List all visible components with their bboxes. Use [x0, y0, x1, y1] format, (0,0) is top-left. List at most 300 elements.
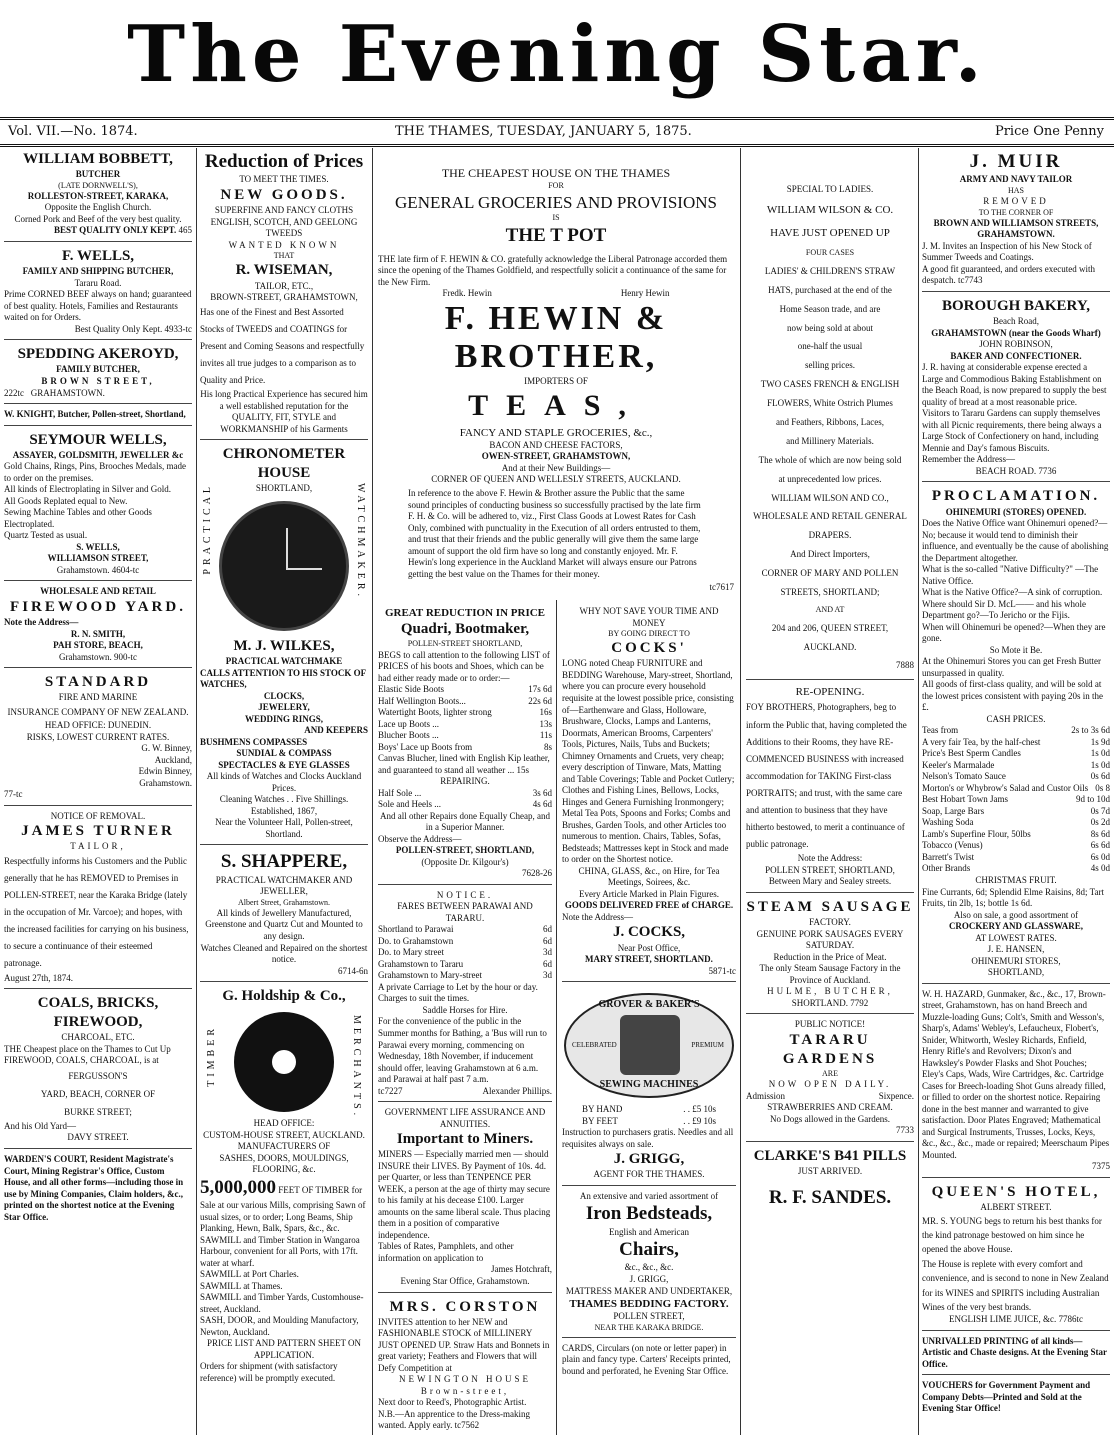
ad-body: Quartz Tested as usual. [4, 530, 88, 541]
issue-date: THE THAMES, TUESDAY, JANUARY 5, 1875. [395, 124, 692, 139]
ad-heading: Iron Bedsteads, [585, 1203, 713, 1225]
badge-text: SEWING MACHINES [599, 1079, 699, 1091]
price-label: Best Hobart Town Jams [922, 794, 1008, 805]
ad-number: 900-tc [114, 651, 137, 662]
ad-hewin-brother [378, 148, 734, 598]
ad-line: J. E. HANSEN, [987, 944, 1045, 955]
ad-line: WILLIAMSON STREET, [47, 553, 149, 564]
price-value: 3s 6d [532, 787, 552, 798]
ad-line: IMPORTERS OF [524, 375, 588, 386]
ad-heading: J. MUIR [969, 151, 1063, 172]
issue-price: Price One Penny [994, 124, 1104, 139]
price-label: BY FEET [582, 1115, 618, 1126]
ad-body: SAWMILL at Thames. [200, 1280, 283, 1291]
ad-number: 6714-6n [338, 965, 368, 976]
price-row [922, 863, 1110, 875]
ad-body: What is the Native Office?—A sink of corruption. [922, 587, 1103, 598]
ad-heading: S. SHAPPERE, [220, 851, 348, 873]
ad-number: 7792 [850, 997, 869, 1008]
ad-body: The House is replete with every comfort and convenience, and is second to none in New Zealand for its WINES and SPIRITS including Australian Wines of the very best brands. [922, 1258, 1109, 1312]
price-value: 6d [543, 958, 552, 969]
ad-line: BUSHMENS COMPASSES [200, 736, 308, 747]
ad-line: AUCKLAND. [803, 641, 857, 652]
ad-line: GRAHAMSTOWN. [30, 387, 105, 398]
ad-tararu-gardens [746, 1017, 914, 1142]
fares-list [378, 924, 552, 982]
ad-borough-bakery [922, 295, 1110, 482]
price-row [378, 696, 552, 708]
ad-line: ENGLISH, SCOTCH, AND GEELONG TWEEDS [210, 216, 358, 239]
price-row [922, 817, 1110, 829]
ad-cocks [562, 604, 736, 982]
ad-line: YARD, BEACH, CORNER OF [40, 1088, 156, 1099]
ad-line: BROWN STREET, [41, 375, 155, 386]
ad-line: HEAD OFFICE: DUNEDIN. [44, 720, 152, 731]
ad-line: Albert Street, Grahamstown. [238, 897, 330, 907]
ad-fergusson-coals [4, 992, 192, 1149]
ad-line: Auckland, [154, 754, 192, 765]
ad-line: SHORTLAND, [987, 967, 1045, 978]
ad-heading: GREAT REDUCTION IN PRICE [384, 607, 546, 619]
ad-body: All goods of first-class quality, and will be sold at the lowest prices consistent with paying 20s in the £. [922, 679, 1103, 713]
price-value: 6s 6d [1090, 840, 1110, 851]
ad-line: Henry Hewin [620, 288, 670, 299]
ad-line: Tararu Road. [74, 277, 122, 288]
ad-body: Canvas Blucher, lined with English Kip leather, and guaranteed to stand all weather ... 15s [378, 753, 550, 775]
ad-line: English and American [609, 1226, 689, 1237]
price-row [378, 959, 552, 971]
ad-line: NOW OPEN DAILY. [768, 1079, 892, 1090]
ad-heading: Chairs, [619, 1239, 679, 1261]
ad-heading: NOTICE. [436, 889, 494, 900]
ad-line: OHINEMURI (STORES) OPENED. [945, 506, 1087, 517]
ad-line: WHY NOT SAVE YOUR TIME AND MONEY [579, 606, 719, 628]
ad-line: (LATE DORNWELL'S), [58, 180, 138, 190]
ad-line: GOVERNMENT LIFE ASSURANCE AND ANNUITIES. [384, 1107, 546, 1129]
ad-line: CORNER OF MARY AND POLLEN [761, 568, 899, 579]
ad-line: MANUFACTURERS OF [237, 1141, 331, 1152]
ad-wiseman [200, 148, 368, 440]
price-label: Elastic Side Boots [378, 684, 444, 695]
ad-heading: BOROUGH BAKERY, [941, 297, 1091, 314]
ad-line: Grahamstown. [59, 651, 112, 662]
ad-line: And his Old Yard— [4, 1120, 77, 1131]
masthead-rule [0, 117, 1114, 120]
price-value: 3d [543, 947, 552, 958]
ad-line: FAMILY BUTCHER, [56, 364, 140, 375]
price-row [378, 936, 552, 948]
price-value: . . £5 10s [683, 1104, 716, 1115]
ad-body: At the Ohinemuri Stores you can get Fresh Butter unsurpassed in quality. [922, 656, 1101, 678]
ad-body: SAWMILL and Timber Station in Wangaroa Harbour, convenient for all Ports, with 17ft. water at wharf. [200, 1234, 360, 1268]
ad-number: 4933-tc [164, 323, 192, 334]
ad-clarke-pills [746, 1145, 914, 1214]
ad-line: Grahamstown. [56, 564, 110, 575]
ad-number: 465 [178, 225, 192, 236]
price-label: Half Wellington Boots... [378, 695, 466, 706]
ad-line: The whole of which are now being sold [758, 454, 902, 465]
ad-line: Alexander Phillips. [482, 1085, 552, 1096]
price-label: Do. to Mary street [378, 947, 444, 958]
ad-heading: PROCLAMATION. [931, 488, 1101, 505]
ad-line: one-half the usual [797, 341, 863, 352]
ad-line: DAVY STREET. [67, 1132, 129, 1143]
ad-line: Also on sale, a good assortment of [953, 909, 1079, 920]
ad-heading: CLARKE'S B41 PILLS [753, 1147, 907, 1164]
ad-line: An extensive and varied assortment of [579, 1190, 719, 1201]
ad-line: PAH STORE, BEACH, [53, 640, 143, 651]
ad-line: Remember the Address— [922, 454, 1015, 465]
ad-line: FOUR CASES [805, 248, 855, 258]
ad-heading: SEYMOUR WELLS, [29, 431, 167, 448]
ad-line: NEAR THE KARAKA BRIDGE. [594, 1322, 704, 1332]
ad-body: And all other Repairs done Equally Cheap, and in a Superior Manner. [380, 810, 550, 833]
ad-line: WHOLESALE AND RETAIL [40, 586, 156, 597]
ad-line: Every Article Marked in Plain Figures. [579, 888, 719, 899]
ad-line: OHINEMURI STORES, [971, 955, 1061, 966]
newspaper-title: The Evening Star. [127, 9, 987, 100]
price-value: 6d [543, 924, 552, 935]
ad-line: BROWN-STREET, GRAHAMSTOWN, [210, 292, 358, 303]
price-value: 0s 6d [1090, 771, 1110, 782]
ad-line: HATS, purchased at the end of the [768, 284, 892, 295]
ad-line: &c., &c., &c. [624, 1262, 674, 1273]
ad-line: BACON AND CHEESE FACTORS, [489, 439, 623, 450]
ad-number: 7736 [1038, 465, 1057, 476]
price-value: 1s 0d [1090, 759, 1110, 770]
price-row [922, 771, 1110, 783]
ad-shappere [200, 848, 368, 982]
ad-body: The only Steam Sausage Factory in the Province of Auckland. [759, 963, 901, 985]
ad-body: All kinds of Jewellery Manufactured, Greenstone and Quartz Cut and Mounted to any design. [205, 907, 363, 941]
saw-blade-icon [234, 1012, 334, 1112]
price-row [922, 852, 1110, 864]
ad-body: Visitors to Tararu Gardens can supply themselves with all Picnic requirements, there being always a Large Stock of Confectionery on hand, including Mennie and Day's famous Biscuits. [922, 408, 1102, 453]
ad-line: MATTRESS MAKER AND UNDERTAKER, [565, 1285, 733, 1296]
dateline [0, 122, 1114, 144]
ad-line: GRAHAMSTOWN. [977, 229, 1055, 240]
ad-body: THE late firm of F. HEWIN & CO. gratefully acknowledge the Liberal Patronage accorded them since the opening of the Thames Goldfield, and respectfully solicit a continuance of the same for the New Firm. [378, 253, 728, 287]
ad-line: Cleaning Watches . . Five Shillings. [219, 794, 349, 805]
ad-line: IS [552, 213, 560, 223]
ad-line: WATCHMAKER. [355, 483, 366, 601]
ad-body: Watches Cleaned and Repaired on the shortest notice. [200, 942, 368, 965]
ad-line: CHARCOAL, ETC. [61, 1032, 135, 1043]
price-label: Nelson's Tomato Sauce [922, 771, 1006, 782]
column-5 [746, 148, 914, 1435]
ad-line: No Dogs allowed in the Gardens. [770, 1113, 890, 1124]
ad-body: Fine Currants, 6d; Splendid Elme Raisins, 8d; Tart Fruits, tin 2lb, 1s; bottle 1s 6d. [922, 886, 1104, 909]
price-label: Lace up Boots ... [378, 718, 439, 729]
ad-line: Brown-street, [420, 1385, 510, 1396]
ad-line: BURKE STREET; [64, 1106, 132, 1117]
ad-number: 7786tc [1058, 1314, 1083, 1325]
ad-line: CROCKERY AND GLASSWARE, [948, 921, 1084, 932]
price-label: Tobacco (Venus) [922, 840, 983, 851]
ad-printing [922, 1334, 1110, 1376]
ad-line: SHORTLAND. [791, 997, 848, 1008]
price-label: Blucher Boots ... [378, 730, 439, 741]
ad-line: CORNER OF QUEEN AND WELLESLY STREETS, AUCKLAND. [431, 474, 681, 485]
ad-proclamation [922, 485, 1110, 983]
ad-number: 5871-tc [708, 965, 736, 976]
price-value: 11s [539, 730, 552, 741]
ad-heading: THE T POT [505, 224, 607, 246]
ad-line: AGENT FOR THE THAMES. [593, 1169, 705, 1180]
price-value: Sixpence. [878, 1090, 914, 1101]
ad-heading: Important to Miners. [396, 1131, 534, 1148]
price-label: Keeler's Marmalade [922, 759, 995, 770]
ad-line: August 27th, 1874. [4, 972, 74, 983]
ad-line: G. W. Binney, [141, 743, 192, 754]
price-row [378, 684, 552, 696]
ad-line: And Direct Importers, [790, 549, 870, 560]
ad-line: Fredk. Hewin [442, 288, 492, 299]
ad-line: SASHES, DOORS, MOULDINGS, FLOORING, &c. [219, 1152, 349, 1175]
ad-line: (Opposite Dr. Kilgour's) [421, 856, 509, 867]
ad-knight [4, 407, 192, 426]
ad-wells-butcher [4, 245, 192, 340]
ad-line: FOR [548, 181, 564, 191]
ad-line: POLLEN-STREET SHORTLAND, [407, 639, 523, 649]
ad-vouchers [922, 1378, 1110, 1419]
ad-cards [562, 1341, 736, 1382]
ad-line: GOODS DELIVERED FREE of CHARGE. [564, 900, 734, 911]
ad-line: TIMBER [206, 1025, 217, 1087]
ad-line: PRICE LIST AND PATTERN SHEET ON APPLICATION. [206, 1338, 362, 1360]
ad-line: Note the Address— [562, 911, 633, 922]
ad-line: TO THE CORNER OF [978, 207, 1054, 217]
price-row [922, 840, 1110, 852]
ad-heading: SPEDDING AKEROYD, [17, 346, 179, 363]
price-label: Watertight Boots, lighter strong [378, 707, 492, 718]
ad-body: Corned Pork and Beef of the very best quality. [14, 213, 182, 224]
ad-line: R. N. SMITH, [70, 628, 126, 639]
ad-body: SAWMILL and Timber Yards, Customhouse-street, Auckland. [200, 1292, 364, 1314]
price-label: A very fair Tea, by the half-chest [922, 736, 1041, 747]
price-value: . . £9 10s [683, 1115, 716, 1126]
price-row [922, 794, 1110, 806]
ad-line: REPAIRING. [440, 776, 490, 787]
masthead [0, 0, 1114, 118]
ad-body: VOUCHERS for Government Payment and Company Debts—Printed and Sold at the Evening Star Office! [922, 1380, 1091, 1414]
ad-line: FACTORY. [809, 917, 851, 928]
ad-number: 7733 [896, 1125, 914, 1136]
ad-sausage-factory [746, 896, 914, 1014]
price-row [378, 719, 552, 731]
ad-line: FERGUSSON'S [68, 1070, 128, 1081]
ad-body: N.B.—An apprentice to the Dress-making wanted. Apply early. [378, 1408, 530, 1431]
price-label: Barrett's Twist [922, 851, 975, 862]
column-2 [200, 148, 368, 1435]
ad-number: 7888 [896, 660, 914, 671]
ad-body: When will Ohinemuri be opened?—When they are gone. [922, 621, 1106, 644]
clock-icon [219, 501, 349, 631]
tpot-block [378, 148, 734, 598]
ad-govt-life [378, 1105, 552, 1292]
price-label: Price's Best Sperm Candles [922, 748, 1021, 759]
ad-line: SUPERFINE AND FANCY CLOTHS [214, 205, 354, 216]
ad-line: PRACTICAL [202, 483, 213, 575]
ad-line: PRACTICAL WATCHMAKE [225, 656, 343, 667]
ad-line: So Mote it Be. [989, 644, 1043, 655]
ad-body: GENUINE PORK SAUSAGES EVERY SATURDAY. [756, 928, 904, 951]
ad-heading: R. WISEMAN, [235, 262, 333, 279]
column-1 [4, 148, 192, 1435]
ad-line: And at their New Buildings— [501, 462, 611, 473]
ad-firewood-yard [4, 584, 192, 668]
ad-line: CUSTOM-HOUSE STREET, AUCKLAND. [203, 1129, 365, 1140]
ad-line: Reduction in the Price of Meat. [773, 951, 887, 962]
ad-line: Near Post Office, [617, 942, 681, 953]
ad-line: SPECIAL TO LADIES. [786, 184, 874, 194]
ad-line: Opposite the English Church. [44, 202, 152, 213]
ad-body: INVITES attention to her NEW and FASHIONABLE STOCK of MILLINERY JUST OPENED UP. Straw Hats and Bonnets in great variety; Feathers and Flowers that will Defy Competition at [378, 1316, 550, 1373]
ad-line: Grahamstown. [139, 777, 192, 788]
price-label: Sole and Heels ... [378, 799, 441, 810]
ad-heading: TEAS, [468, 389, 644, 423]
ad-line: PRACTICAL WATCHMAKER AND JEWELLER, [215, 874, 353, 897]
price-label: Soap, Large Bars [922, 805, 985, 816]
price-value: 8s 6d [1090, 828, 1110, 839]
ad-line: Home Season trade, and are [779, 303, 881, 314]
ad-line: 204 and 206, QUEEN STREET, [771, 622, 889, 633]
price-value: 1s 0d [1090, 748, 1110, 759]
ad-heading: 5,000,000 [200, 1176, 276, 1198]
price-value: 13s [539, 718, 552, 729]
price-row [922, 737, 1110, 749]
ad-heading: QUEEN'S HOTEL, [931, 1183, 1101, 1200]
ad-body: W. H. HAZARD, Gunmaker, &c., &c., 17, Brown-street, Grahamstown, has on hand Breech and Muzzle-loading Guns; Colt's, Smith and Wesson's, Sharp's, Adams' Webley's, Lefaucheux, Flobert's, Snider, Whitworth, Wesley Richards, Enfield, Henry Rifle's and Revolvers; Dixon's and Hawksley's Powder Flasks and Shot Pouches; Eley's Caps, Wads, Wire Cartridges, &c. Cartridge Cases for Breech-loading Shot Guns already filled, or filled to order on the shortest notice. Repairing done in the best manner and warranted to give satisfaction. Door Plates Engraved; Mathematical and Surgical Instruments, Trusses, Locks, Keys, &c., &c., &c., made or repaired; Meerschaum Pipes Mounted. [922, 988, 1110, 1160]
price-value: 1s 9d [1090, 736, 1110, 747]
price-row [922, 806, 1110, 818]
ad-line: FANCY AND STAPLE GROCERIES, &c., [459, 426, 653, 439]
ad-corston [378, 1296, 552, 1435]
ad-warden-forms [4, 1152, 192, 1227]
ad-body: Sewing Machine Tables and other Goods Electroplated. [4, 507, 152, 529]
price-label: Grahamstown to Tararu [378, 958, 464, 969]
ad-line: JEWELERY, [258, 702, 310, 713]
ad-line: SHORTLAND, [255, 483, 313, 494]
ad-line: FAMILY AND SHIPPING BUTCHER, [22, 266, 174, 277]
ad-body: LONG noted Cheap FURNITURE and BEDDING Warehouse, Mary-street, Shortland, where you can procure every household requisite at the lowest possible price, consisting of—Earthenware and Glass, Holloware, Brushware, Clocks, Lamps and Lanterns, Doormats, American Brooms, Carpenters' Tools, Pictures, Nails, Tubs and Buckets; Chimney Ornaments and Cruets, very cheap; every description of Tinware, Mats, Matting and Table Coverings; Table and Pocket Cutlery; Clothes and Fishing Lines, Bellows, Locks, Hinges and Genera Furnishing Ironmongery; Metal Tea Pots, Spoons and Forks; Combs and Brushes, Garden Tools, and other Articles too numerous to mention. Chairs, Tables, Sofas, Bedsteads; Mattresses kept in Stock and made to order on the Shortest notice. [562, 658, 735, 865]
ad-body: What is the so-called "Native Difficulty?" —The Native Office. [922, 564, 1099, 586]
ad-heading: HULME, BUTCHER, [767, 986, 893, 997]
ad-line: AND AT [815, 604, 845, 614]
ad-grover-baker [562, 985, 736, 1186]
ad-chronometer-house [200, 443, 368, 845]
price-label: BY HAND [582, 1104, 623, 1115]
ad-body: MINERS — Especially married men — should INSURE their LIVES. By Payment of 10s. 4d. per Quarter, or less than TENPENCE PER WEEK, a person at the age of thirty may secure to his family at his decease £100. Larger amounts on the same liberal scale. Thus placing them in a position of comparative independence. [378, 1149, 551, 1240]
ad-line: BY GOING DIRECT TO [608, 629, 690, 639]
ad-line: WEDDING RINGS, [244, 713, 323, 724]
ad-line: S. WELLS, [76, 541, 120, 552]
ad-line: BAKER AND CONFECTIONER. [950, 350, 1082, 361]
ad-line: TAILOR, ETC., [254, 280, 314, 291]
dateline-rule [0, 144, 1114, 147]
ad-line: BEACH ROAD. [975, 465, 1037, 476]
volume-number: Vol. VII.—No. 1874. [8, 124, 138, 139]
ad-line: TWO CASES FRENCH & ENGLISH [760, 379, 900, 390]
ad-body: A private Carriage to Let by the hour or day. Charges to suit the times. [378, 981, 538, 1004]
ad-heading: FIREWOOD YARD. [10, 598, 186, 615]
ad-heading: J. GRIGG, [613, 1151, 685, 1168]
ad-heading: STEAM SAUSAGE [746, 898, 914, 915]
price-row [922, 783, 1110, 795]
ad-line: REMOVED [983, 196, 1049, 207]
ad-line: Note the Address— [4, 617, 79, 628]
price-label: Lamb's Superfine Flour, 50lbs [922, 828, 1031, 839]
ad-line: FLOWERS, White Ostrich Plumes [767, 398, 893, 409]
ad-number: 7375 [1092, 1161, 1110, 1172]
price-value: 8s [543, 741, 552, 752]
ad-line: MERCHANTS. [351, 1015, 362, 1120]
ad-body: J. M. Invites an Inspection of his New Stock of Summer Tweeds and Coatings. [922, 240, 1092, 263]
ad-line: Best Quality Only Kept. [74, 323, 163, 334]
price-label: Teas from [922, 725, 959, 736]
ad-number: tc7227 [378, 1085, 403, 1096]
ad-line: ARMY AND NAVY TAILOR [959, 174, 1073, 185]
ad-line: at unprecedented low prices. [778, 473, 882, 484]
ad-line: OWEN-STREET, GRAHAMSTOWN, [481, 451, 631, 462]
column-3 [378, 604, 552, 1435]
ad-line: PUBLIC NOTICE! [794, 1019, 866, 1030]
ad-akeroyd [4, 343, 192, 404]
ad-holdship [200, 985, 368, 1388]
ad-heading: JAMES TURNER [21, 823, 175, 840]
price-row [922, 748, 1110, 760]
ad-heading: WILLIAM BOBBETT, [23, 151, 173, 167]
ad-body: CALLS ATTENTION TO HIS STOCK OF WATCHES, [200, 667, 366, 690]
ad-foy-brothers [746, 683, 914, 892]
price-value: 4s 6d [532, 799, 552, 810]
ad-line: J. GRIGG, [629, 1273, 669, 1284]
ad-line: NEWINGTON HOUSE [398, 1374, 532, 1385]
price-value: 6s 0d [1090, 851, 1110, 862]
price-row [378, 707, 552, 719]
price-value: 16s [539, 707, 552, 718]
ad-line: Beach Road, [993, 316, 1039, 327]
price-label: Boys' Lace up Boots from [378, 741, 473, 752]
ad-line: Note the Address: [797, 853, 863, 864]
badge-text: PREMIUM [691, 1041, 724, 1050]
ad-line: CHINA, GLASS, &c., on Hire, for Tea Meetings, Soirees, &c. [578, 865, 720, 888]
price-value: 22s 6d [528, 695, 552, 706]
ad-standard-insurance [4, 671, 192, 806]
ad-line: Established, 1867, [250, 805, 318, 816]
ad-turner-removal [4, 809, 192, 989]
ad-number: tc7617 [709, 582, 734, 593]
ad-body: Where should Sir D. McL—— and his whole Department go?—To Jericho or the Fijis. [922, 598, 1086, 621]
price-value: 3d [543, 970, 552, 981]
ad-line: AT LOWEST RATES. [975, 932, 1057, 943]
ad-heading: COCKS' [611, 640, 687, 657]
ad-line: James Hotchraft, [491, 1264, 552, 1275]
ad-line: Near the Volunteer Hall, Pollen-street, Shortland. [215, 817, 353, 839]
ad-iron-bedsteads [562, 1189, 736, 1338]
ad-body: For the convenience of the public in the Summer months for Bathing, a 'Bus will run to Parawai every morning, commencing on Wednesday, 18th November, if inducement should offer, leaving Grahamstown at 6 a.m. and Parawai at half past 7 a.m. [378, 1016, 547, 1085]
price-row [378, 799, 552, 811]
ad-line: STRAWBERRIES AND CREAM. [767, 1102, 893, 1113]
price-row [378, 947, 552, 959]
ad-line: ARE [822, 1069, 838, 1079]
ad-line: HAS [1007, 185, 1024, 195]
ad-line: LADIES' & CHILDREN'S STRAW [764, 265, 896, 276]
ad-body: His long Practical Experience has secured him a well established reputation for the QUALITY, FIT, STYLE and WORKMANSHIP of his Garments [200, 389, 368, 434]
price-label: Do. to Grahamstown [378, 935, 454, 946]
ad-body: Does the Native Office want Ohinemuri opened?—No; because it would tend to diminish their influence, and eventually be the cause of abolishing the Department altogether. [922, 518, 1109, 563]
price-list [378, 684, 552, 753]
